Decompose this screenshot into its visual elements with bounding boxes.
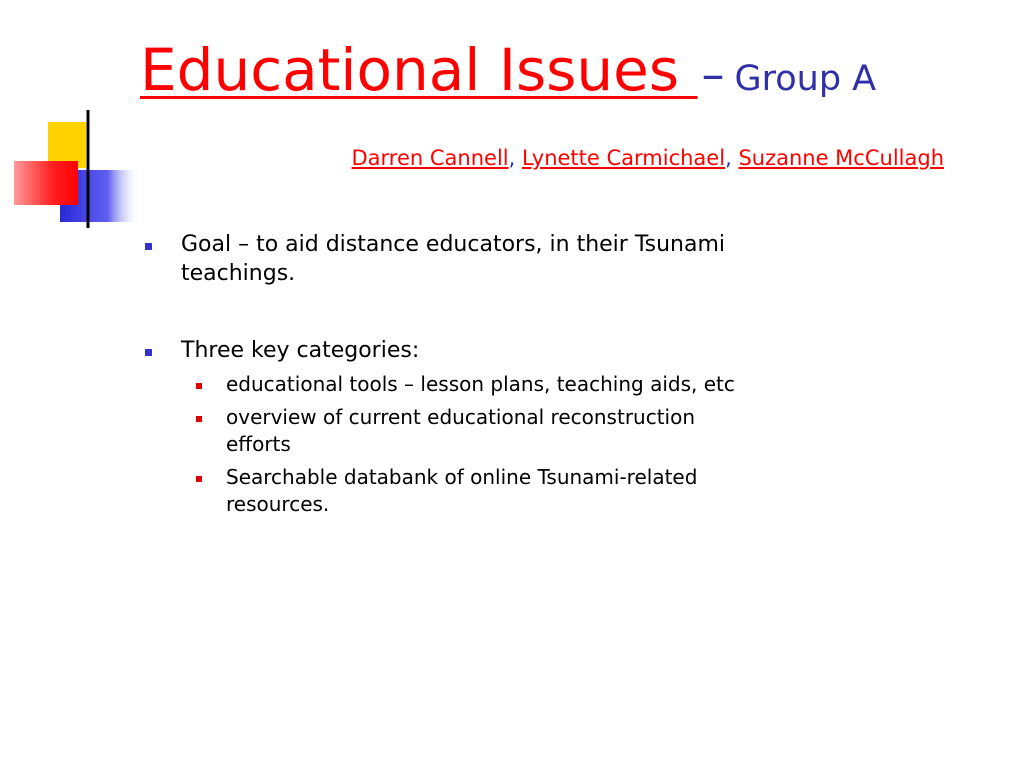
bullet-goal [145,230,845,288]
author-link-2[interactable]: Lynette Carmichael [522,146,726,170]
bullet-text: Goal – to aid distance educators, in their Tsunami teachings. [181,232,726,286]
author-link-1[interactable]: Darren Cannell [351,146,509,170]
category-text: overview of current educational reconstruction efforts [226,405,696,456]
category-item [145,464,746,518]
bullet-categories [145,336,845,365]
category-item [145,371,746,398]
title-main-link[interactable]: Educational Issues [140,36,698,104]
red-square [14,161,78,205]
square-bullet-icon [145,243,152,250]
square-bullet-icon [196,476,202,482]
author-separator: , [508,146,516,170]
title-dash: – [701,47,725,101]
bullet-text: Three key categories: [181,338,420,363]
square-bullet-icon [196,383,202,389]
category-text: educational tools – lesson plans, teaching aids, etc [226,372,735,396]
square-bullet-icon [196,416,202,422]
square-bullet-icon [145,349,152,356]
title-subtitle: Group A [734,59,877,99]
slide-body [145,230,845,524]
category-text: Searchable databank of online Tsunami-related resources. [226,465,698,516]
category-item [145,404,746,458]
authors-line [352,146,945,170]
author-link-3[interactable]: Suzanne McCullagh [738,146,944,170]
slide-title [140,36,876,104]
category-list [145,371,845,518]
author-separator: , [725,146,732,170]
